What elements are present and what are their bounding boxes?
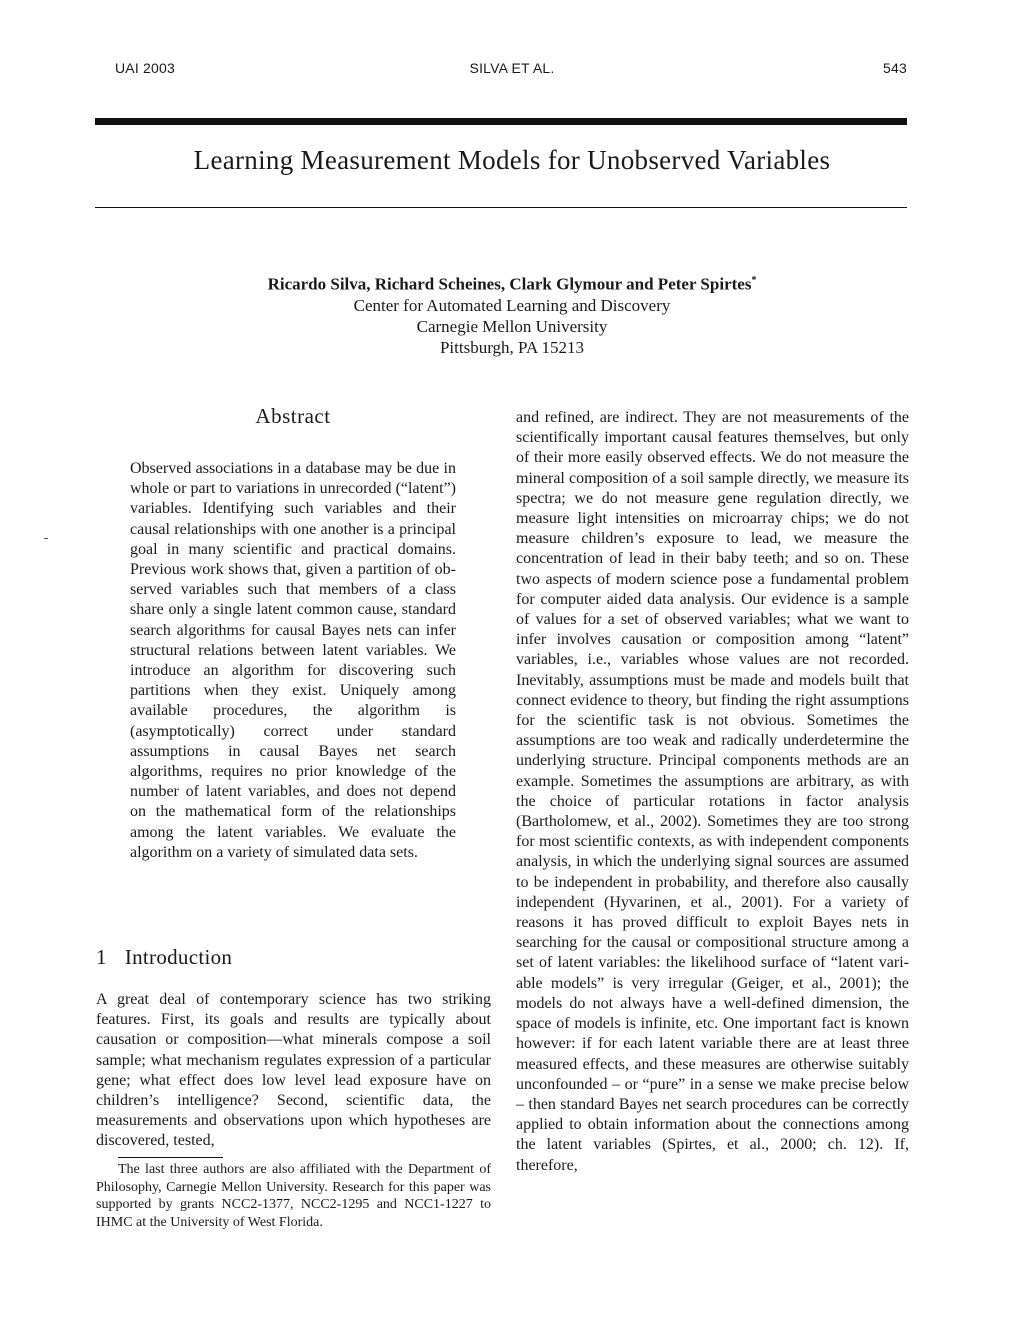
running-head-title: SILVA ET AL.: [469, 60, 555, 76]
abstract-heading: Abstract: [255, 404, 331, 428]
section-title: Introduction: [124, 945, 233, 969]
introduction-paragraph-right: and refined, are indirect. They are not measurements of the scientifically important causal features themselves, but only of their more easily observed effects. We do not measure the mineral composition of a soil sample directly, we measure its spectra; we do not measure gene regulation directly, we measure light intensities on microarray chips; we do not measure children’s exposure to lead, we measure the concentration of lead in their baby teeth; and so on. These two aspects of modern science pose a fundamental problem for computer aided data analysis. Our evidence is a sample of values for a set of observed variables; what we want to infer involves causation or composition among “latent” variables, i.e., variables whose values are not recorded. Inevitably, assumptions must be made and models built that connect evidence to theory, but finding the right assumptions for the scientific task is not obvious. Sometimes the assumptions are too weak and radically underdetermine the underlying structure. Principal components methods are an example. Sometimes the assumptions are arbitrary, as with the choice of particular rotations in factor analysis (Bartholomew, et al., 2002). Sometimes they are too strong for most scientific contexts, as with independent components analysis, in which the underlying signal sources are assumed to be independent in probability, and therefore also causally independent (Hyvarinen, et al., 2001). For a variety of reasons it has proved difficult to exploit Bayes nets in searching for the causal or compositional structure among a set of latent variables: the likelihood surface of “latent variable models” is very irregular (Geiger, et al., 2001); the models do not always have a well-defined dimension, the space of models is infinite, etc. One important fact is known however: if for each latent variable there are at least three measured effects, and these measures are otherwise suitably unconfounded – or “pure” in a sense we make precise below – then standard Bayes net search procedures can be correctly applied to obtain information about the connections among the latent variables (Spirtes, et al., 2000; ch. 12). If, therefore,: [516, 409, 909, 1174]
author-university: Carnegie Mellon University: [416, 316, 608, 336]
paper-title: Learning Measurement Models for Unobserved Variables: [193, 145, 831, 175]
abstract-body: [130, 459, 456, 863]
running-head-venue: UAI 2003: [115, 60, 175, 76]
top-thick-rule: [95, 118, 907, 125]
abstract-paragraph: Observed associations in a database may be due in whole or part to variations in unrecorded (“latent”) variables. Identifying such variables and their causal relationships with one another is a principal goal in many scientific and practical domains. Previous work shows that, given a partition of observed variables such that members of a class share only a single latent common cause, standard search algorithms for causal Bayes nets can infer structural relations between latent variables. We introduce an algorithm for discovering such partitions when they exist. Uniquely among available procedures, the algorithm is (asymptotically) correct under standard assumptions in causal Bayes net search algorithms, requires no prior knowledge of the number of latent variables, and does not depend on the mathematical form of the relationships among the latent variables. We evaluate the algorithm on a variety of simulated data sets.: [130, 460, 456, 861]
introduction-body-left: [96, 990, 491, 1152]
footnote: The last three authors are also affiliated with the Department of Philosophy, Carnegie Mellon University. Research for this paper was supported by grants NCC2-1377, NCC2-1295 and NCC1-1227 to IHMC at the University of West Florida.: [96, 1162, 491, 1230]
author-block: [0, 270, 1024, 358]
title-thin-rule: [95, 207, 907, 208]
scan-artifact-dash: [44, 538, 48, 539]
page-number: 543: [883, 60, 907, 76]
author-footnote-mark: *: [751, 275, 757, 286]
author-names: Ricardo Silva, Richard Scheines, Clark Glymour and Peter Spirtes*: [267, 274, 757, 294]
introduction-body-right: [516, 408, 909, 1176]
section-number: 1: [96, 945, 107, 969]
footnote-rule: [118, 1157, 223, 1158]
section-heading-introduction: [96, 945, 232, 970]
author-affiliation: Center for Automated Learning and Discovery: [353, 295, 671, 315]
introduction-paragraph-left: A great deal of contemporary science has two striking features. First, its goals and results are typically about causation or composition—what minerals compose a soil sample; what mechanism regulates expression of a particular gene; what effect does low level lead exposure have on children’s intelligence? Second, scientific data, the measurements and observations upon which hypotheses are discovered, tested,: [96, 991, 491, 1150]
author-location: Pittsburgh, PA 15213: [439, 337, 585, 357]
